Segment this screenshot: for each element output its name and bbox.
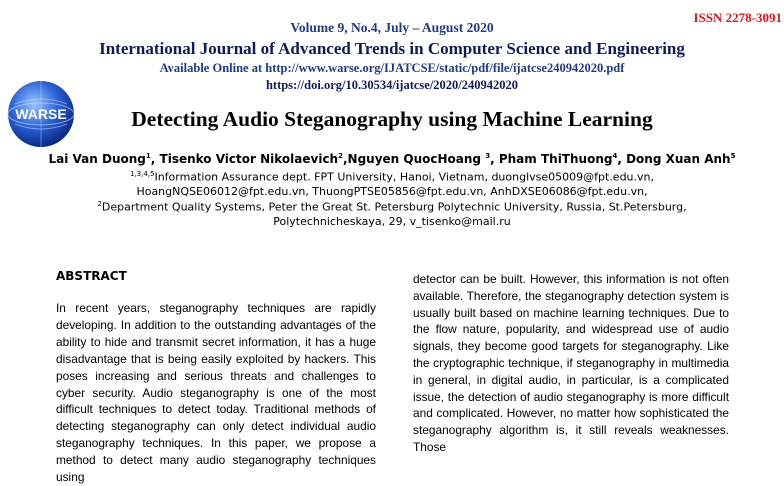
- author-sup: 5: [730, 152, 736, 160]
- affiliation-sup: 1,3,4,5: [129, 170, 155, 178]
- right-column-text: detector can be built. However, this information is not often available. Therefore, the steganography detection system is usually built based on machine learning techniques. Due to the flow nature, popularity, and widespread use of audio signals, they become good targets for steganography. Like the cryptographic technique, if steganography in multimedia in general, in digital audio, in particular, is a complicated issue, the detection of audio steganography is more difficult and complicated. However, no matter how sophisticated the steganography algorithm is, it still reveals weaknesses. Those: [413, 272, 729, 454]
- issn: ISSN 2278-3091: [693, 10, 782, 25]
- abstract-heading: ABSTRACT: [56, 269, 127, 283]
- doi-link[interactable]: https://doi.org/10.30534/ijatcse/2020/240942020: [265, 78, 519, 92]
- author-sup: 2: [338, 152, 343, 160]
- affiliation-line: Polytechnicheskaya, 29, v_tisenko@mail.ru: [273, 215, 511, 228]
- affiliation-line: [0, 200, 784, 214]
- paper-title: Detecting Audio Steganography using Machine Learning: [131, 107, 653, 131]
- affiliation-line: [0, 170, 784, 184]
- affiliation-text: Department Quality Systems, Peter the Great St. Petersburg Polytechnic University, Russia, St.Petersburg,: [101, 200, 687, 214]
- author-name: Nguyen QuocHoang: [347, 152, 482, 166]
- journal-name: International Journal of Advanced Trends in Computer Science and Engineering: [99, 39, 685, 58]
- online-prefix: Available Online at: [159, 61, 263, 75]
- online-availability: [0, 61, 784, 76]
- logo-text: WARSE: [15, 106, 67, 122]
- right-column-body: [413, 271, 729, 456]
- affiliation-text: Information Assurance dept. FPT University, Hanoi, Vietnam, duonglvse05009@fpt.edu.vn,: [154, 170, 655, 184]
- abstract-body: [56, 300, 376, 486]
- author-sup: 1: [145, 152, 151, 160]
- author-sup: 3: [485, 152, 491, 160]
- author-sup: 4: [612, 152, 618, 160]
- author-list: Lai Van Duong$^1$, Tisenko Victor Nikolaevich$^2$,Nguyen QuocHoang $^3$, Pham ThiThuong$^4$, Dong Xuan Anh$^5$: [48, 152, 736, 166]
- online-url-link[interactable]: http://www.warse.org/IJATCSE/static/pdf/file/ijatcse240942020.pdf: [265, 61, 625, 75]
- volume-issue: Volume 9, No.4, July – August 2020: [290, 20, 494, 35]
- author-name: Lai Van Duong: [48, 152, 146, 166]
- author-name: Pham ThiThuong: [498, 152, 613, 166]
- abstract-text: In recent years, steganography techniques are rapidly developing. In addition to the outstanding advantages of the ability to hide and transmit secret information, it has a huge disadvantage that is being easily exploited by hackers. This poses increasing and serious threats and challenges to cyber security. Audio steganography is one of the most difficult techniques to detect today. Traditional methods of detecting steganography can only detect individual audio steganography techniques. In this paper, we propose a method to detect many audio steganography techniques using: [56, 301, 376, 485]
- affiliation-line: HoangNQSE06012@fpt.edu.vn, ThuongPTSE05856@fpt.edu.vn, AnhDXSE06086@fpt.edu.vn,: [136, 185, 648, 198]
- affiliation-sup: 2: [97, 200, 102, 208]
- author-name: Dong Xuan Anh: [626, 152, 731, 166]
- author-name: Tisenko Victor Nikolaevich: [159, 152, 339, 166]
